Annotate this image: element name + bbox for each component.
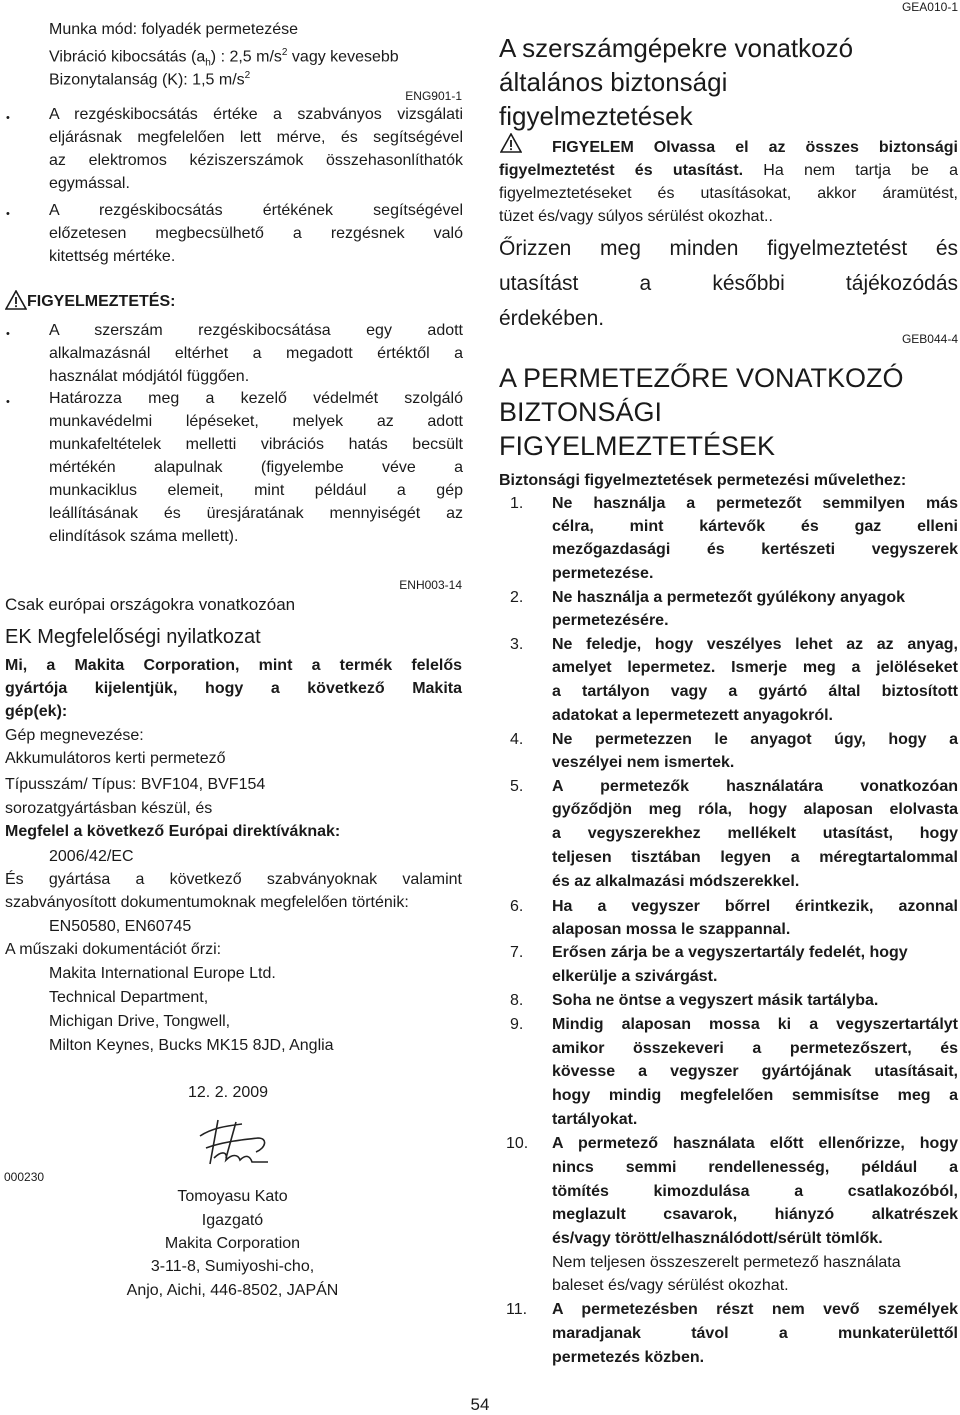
- directive-value: 2006/42/EC: [49, 848, 134, 865]
- item-line: amelyet lepermetez. Ismerje meg a jelöléseket: [552, 659, 958, 676]
- signer-address: Anjo, Aichi, 446-8502, JAPÁN: [126, 1282, 339, 1299]
- signer-name: Tomoyasu Kato: [177, 1188, 288, 1205]
- eu-only-heading: Csak európai országokra vonatkozóan: [5, 595, 296, 614]
- general-warning-text: figyelmeztetést és utasítást. Ha nem tartja be a: [499, 162, 958, 179]
- bullet-line: eljárásnak megfelelően lett mérve, és segítségével: [49, 129, 463, 146]
- item-number: 10.: [506, 1135, 529, 1152]
- section-code-enh003: ENH003-14: [399, 578, 462, 592]
- item-number: 9.: [510, 1016, 524, 1033]
- address-line: Milton Keynes, Bucks MK15 8JD, Anglia: [49, 1037, 334, 1054]
- sprayer-safety-title: FIGYELMEZTETÉSEK: [499, 431, 776, 461]
- general-safety-title: általános biztonsági: [499, 67, 728, 97]
- bullet-line: Határozza meg a kezelő védelmét szolgáló: [49, 390, 463, 407]
- item-line: A permetezők használatára vonatkozóan: [552, 778, 958, 795]
- series-note: sorozatgyártásban készül, és: [5, 800, 213, 817]
- item-line: teljesen tisztában legyen a méregtartalommal: [552, 849, 958, 866]
- item-line: Ne használja a permetezőt gyúlékony anyagok: [552, 589, 906, 606]
- bullet-line: A rezgéskibocsátás értékének segítségével: [49, 202, 463, 219]
- item-line: permetezése.: [552, 565, 654, 582]
- keep-warnings-title: érdekében.: [499, 307, 605, 330]
- bullet-line: mértékén alapulnak (figyelembe véve a: [49, 459, 463, 476]
- section-code-geb044: GEB044-4: [901, 332, 958, 346]
- bullet-line: előzetesen megbecsülhető a rezgésnek való: [49, 225, 463, 242]
- item-number: 1.: [510, 495, 524, 512]
- bullet-line: használat módjától függően.: [49, 368, 250, 385]
- section-code-eng901: ENG901-1: [405, 89, 462, 103]
- item-line: maradjanak távol a munkaterülettől: [552, 1325, 958, 1342]
- item-line: Ne használja a permetezőt semmilyen más: [552, 495, 958, 512]
- item-line: Soha ne öntse a vegyszert másik tartályba.: [552, 992, 879, 1009]
- item-line: alaposan mossa le szappannal.: [552, 921, 791, 938]
- item-line: veszélyei nem ismertek.: [552, 754, 735, 771]
- spec-work-mode: Munka mód: folyadék permetezése: [49, 21, 299, 38]
- bullet-line: leállításának és üresjáratának mennyiségét az: [49, 505, 463, 522]
- item-line: Mindig alaposan mossa ki a vegyszertartályt: [552, 1016, 958, 1033]
- machine-name: Akkumulátoros kerti permetező: [5, 750, 226, 767]
- bullet-line: munkafeltételek melletti vibrációs hatás becsült: [49, 436, 463, 453]
- item-line: A permetező használata előtt ellenőrizze, hogy: [552, 1135, 958, 1152]
- item-number: 4.: [510, 731, 524, 748]
- item-line: hogy mindig megfelelően semmisítse meg a: [552, 1087, 958, 1104]
- model-types: Típusszám/ Típus: BVF104, BVF154: [5, 776, 266, 793]
- item-line: permetezés közben.: [552, 1349, 705, 1366]
- item-line: Erősen zárja be a vegyszertartály fedelét, hogy: [552, 944, 908, 961]
- item-line: a tartályon vagy a gyártó által biztosított: [552, 683, 958, 700]
- general-safety-title: A szerszámgépekre vonatkozó: [499, 33, 854, 63]
- bullet-mark: •: [6, 112, 10, 124]
- keep-warnings-title: Őrizzen meg minden figyelmeztetést és: [499, 237, 958, 260]
- item-number: 11.: [506, 1301, 528, 1318]
- item-note: Nem teljesen összeszerelt permetező használata: [552, 1254, 901, 1271]
- item-number: 6.: [510, 898, 524, 915]
- bullet-mark: •: [6, 396, 10, 408]
- address-line: Technical Department,: [49, 989, 209, 1006]
- item-line: győződjön meg róla, hogy alaposan elolvasta: [552, 801, 958, 818]
- item-line: és az alkalmazási módszerekkel.: [552, 873, 800, 890]
- general-warning-text: figyelmeztetéseket és utasításokat, akkor áramütést,: [499, 185, 958, 202]
- spec-vibration: Vibráció kibocsátás $(a_h)$ : 2,5 $m/s^2$ vagy kevesebb: [49, 47, 399, 69]
- warning-title: FIGYELMEZTETÉS:: [27, 293, 176, 310]
- section-code-gea010: GEA010-1: [901, 0, 958, 14]
- signer-title: Igazgató: [201, 1212, 264, 1229]
- bullet-line: kitettség mértéke.: [49, 248, 176, 265]
- sprayer-safety-title: A PERMETEZŐRE VONATKOZÓ: [499, 363, 904, 393]
- declaration-line: gyártója kijelentjük, hogy a következő Makita: [5, 680, 462, 697]
- signature-date: 12. 2. 2009: [188, 1084, 269, 1101]
- document-number: 000230: [4, 1170, 45, 1184]
- general-warning-text: FIGYELEM Olvassa el az összes biztonsági: [552, 139, 958, 156]
- bullet-line: munkavédelmi lépéseket, melyek az adott: [49, 413, 463, 430]
- declaration-line: gép(ek):: [5, 703, 68, 720]
- standards-line: És gyártása a következő szabványoknak valamint: [5, 871, 462, 888]
- item-line: amikor összekeveri a permetezőszert, és: [552, 1040, 958, 1057]
- general-safety-title: figyelmeztetések: [499, 101, 693, 131]
- item-note: baleset és/vagy sérülést okozhat.: [552, 1277, 789, 1294]
- bullet-line: A rezgéskibocsátás értéke a szabványos vizsgálati: [49, 106, 463, 123]
- item-line: Ha a vegyszer bőrrel érintkezik, azonnal: [552, 898, 958, 915]
- address-line: Makita International Europe Ltd.: [49, 965, 276, 982]
- standards-line: szabványosított dokumentumoknak megfelelően történik:: [5, 894, 409, 911]
- item-line: kövesse a vegyszer gyártójának utasításait,: [552, 1063, 958, 1080]
- sprayer-safety-title: BIZTONSÁGI: [499, 397, 663, 427]
- machine-label: Gép megnevezése:: [5, 727, 144, 744]
- signer-address: 3-11-8, Sumiyoshi-cho,: [150, 1258, 315, 1275]
- general-warning-text: tüzet és/vagy súlyos sérülést okozhat..: [499, 208, 773, 225]
- item-line: Ne permetezzen le anyagot úgy, hogy a: [552, 731, 958, 748]
- item-number: 7.: [510, 944, 524, 961]
- address-line: Michigan Drive, Tongwell,: [49, 1013, 231, 1030]
- item-line: mezőgazdasági és kertészeti vegyszerek: [552, 541, 958, 558]
- item-line: nincs semmi rendellenesség, például a: [552, 1159, 958, 1176]
- warning-triangle-icon: [500, 133, 522, 153]
- item-line: adatokat a lepermetezett anyagokról.: [552, 707, 833, 724]
- bullet-line: munkaciklus elemeit, mint például a gép: [49, 482, 463, 499]
- spec-uncertainty: Bizonytalanság (K): 1,5 $m/s^2$: [49, 70, 251, 89]
- bullet-line: alkalmazásnál eltérhet a megadott értéktől a: [49, 345, 463, 362]
- declaration-line: Mi, a Makita Corporation, mint a termék felelős: [5, 657, 462, 674]
- bullet-mark: •: [6, 208, 10, 220]
- item-number: 8.: [510, 992, 524, 1009]
- directives-label: Megfelel a következő Európai direktíváknak:: [5, 823, 341, 840]
- declaration-title: EK Megfelelőségi nyilatkozat: [5, 626, 261, 648]
- item-number: 5.: [510, 778, 524, 795]
- sprayer-subtitle: Biztonsági figyelmeztetések permetezési művelethez:: [499, 472, 907, 489]
- bullet-mark: •: [6, 328, 10, 340]
- bullet-line: elindítások száma mellett).: [49, 528, 239, 545]
- item-line: célra, mint kártevők és gaz elleni: [552, 518, 958, 535]
- item-line: meglazult csavarok, hiányzó alkatrészek: [552, 1206, 958, 1223]
- item-line: A permetezésben részt nem vevő személyek: [552, 1301, 958, 1318]
- warning-triangle-icon: [5, 290, 27, 310]
- item-line: és/vagy törött/elhasználódott/sérült tömlők.: [552, 1230, 883, 1247]
- item-number: 3.: [510, 636, 524, 653]
- item-line: Ne feledje, hogy veszélyes lehet az az anyag,: [552, 636, 958, 653]
- item-line: permetezésére.: [552, 612, 669, 629]
- item-number: 2.: [510, 589, 524, 606]
- standards-value: EN50580, EN60745: [49, 918, 192, 935]
- item-line: elkerülje a szivárgást.: [552, 968, 718, 985]
- item-line: a vegyszerekhez mellékelt utasítást, hogy: [552, 825, 958, 842]
- tech-doc-label: A műszaki dokumentációt őrzi:: [5, 941, 222, 958]
- handwritten-signature: [192, 1118, 272, 1170]
- item-line: tömítés kimozdulása a csatlakozóból,: [552, 1183, 958, 1200]
- signer-company: Makita Corporation: [164, 1235, 301, 1252]
- item-line: tartályokat.: [552, 1111, 638, 1128]
- bullet-line: A szerszám rezgéskibocsátása egy adott: [49, 322, 463, 339]
- keep-warnings-title: utasítást a későbbi tájékozódás: [499, 272, 958, 295]
- page-number: 54: [470, 1395, 490, 1414]
- bullet-line: egymással.: [49, 175, 130, 192]
- bullet-line: az elektromos kéziszerszámok összehasonlíthatók: [49, 152, 463, 169]
